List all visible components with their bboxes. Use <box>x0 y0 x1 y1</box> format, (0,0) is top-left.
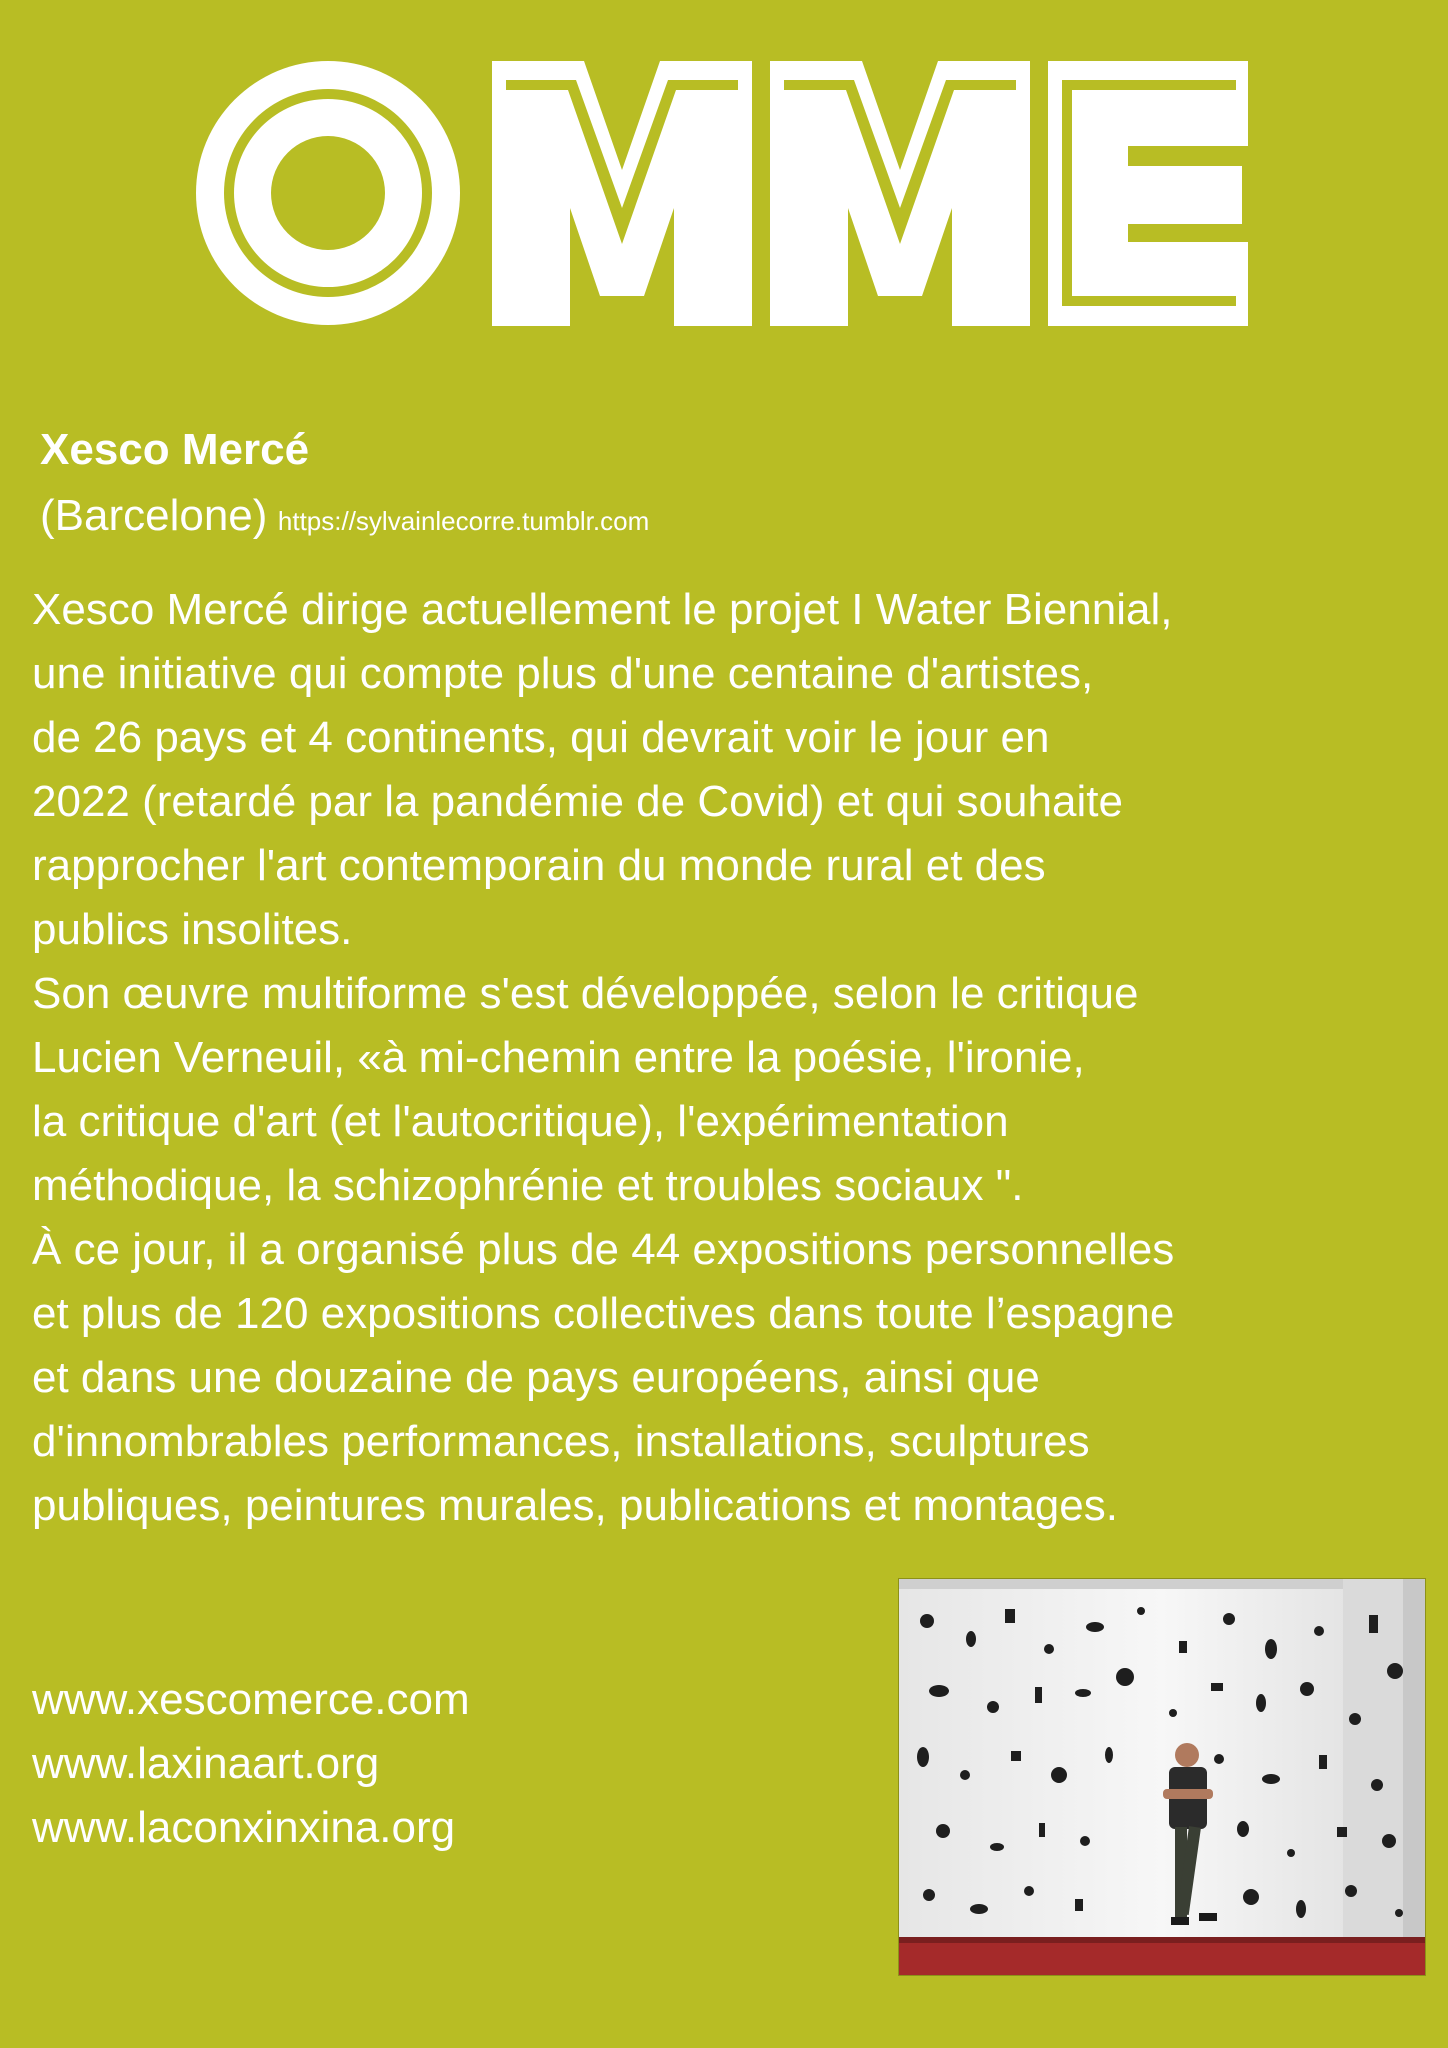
bio-line: de 26 pays et 4 continents, qui devrait voir le jour en <box>32 713 1050 762</box>
logo-letter-e <box>1048 61 1248 326</box>
bio-line: méthodique, la schizophrénie et troubles sociaux ". <box>32 1161 1024 1210</box>
website-link-xescomerce[interactable]: www.xescomerce.com <box>32 1675 470 1724</box>
bio-line: la critique d'art (et l'autocritique), l'expérimentation <box>32 1097 1009 1146</box>
logo-letter-m-2 <box>770 61 1030 326</box>
bio-line: Lucien Verneuil, «à mi-chemin entre la poésie, l'ironie, <box>32 1033 1085 1082</box>
omme-logo <box>196 58 1248 328</box>
bio-line: publiques, peintures murales, publications et montages. <box>32 1481 1118 1530</box>
bio-line: Xesco Mercé dirige actuellement le projet I Water Biennial, <box>32 585 1173 634</box>
artist-subtitle <box>40 491 650 540</box>
artist-name: Xesco Mercé <box>40 425 310 474</box>
website-link-laconxinxina[interactable]: www.laconxinxina.org <box>32 1803 456 1852</box>
logo-letter-m-1 <box>492 61 752 326</box>
artist-city: (Barcelone) <box>40 491 268 540</box>
bio-line: rapprocher l'art contemporain du monde rural et des <box>32 841 1046 890</box>
artist-biography <box>32 578 1432 1538</box>
artist-website-link[interactable]: https://sylvainlecorre.tumblr.com <box>277 506 650 536</box>
website-link-laxinaart[interactable]: www.laxinaart.org <box>32 1739 380 1788</box>
bio-line: et plus de 120 expositions collectives dans toute l’espagne <box>32 1289 1175 1338</box>
artist-photo <box>898 1578 1426 1976</box>
bio-line: publics insolites. <box>32 905 353 954</box>
bio-line: et dans une douzaine de pays européens, ainsi que <box>32 1353 1040 1402</box>
bio-line: Son œuvre multiforme s'est développée, selon le critique <box>32 969 1139 1018</box>
bio-line: À ce jour, il a organisé plus de 44 expositions personnelles <box>32 1225 1175 1274</box>
bio-line: d'innombrables performances, installations, sculptures <box>32 1417 1090 1466</box>
website-links <box>32 1668 470 1860</box>
artist-photo-image <box>899 1579 1425 1975</box>
bio-line: une initiative qui compte plus d'une centaine d'artistes, <box>32 649 1094 698</box>
bio-line: 2022 (retardé par la pandémie de Covid) et qui souhaite <box>32 777 1123 826</box>
logo-letter-o <box>196 61 460 325</box>
